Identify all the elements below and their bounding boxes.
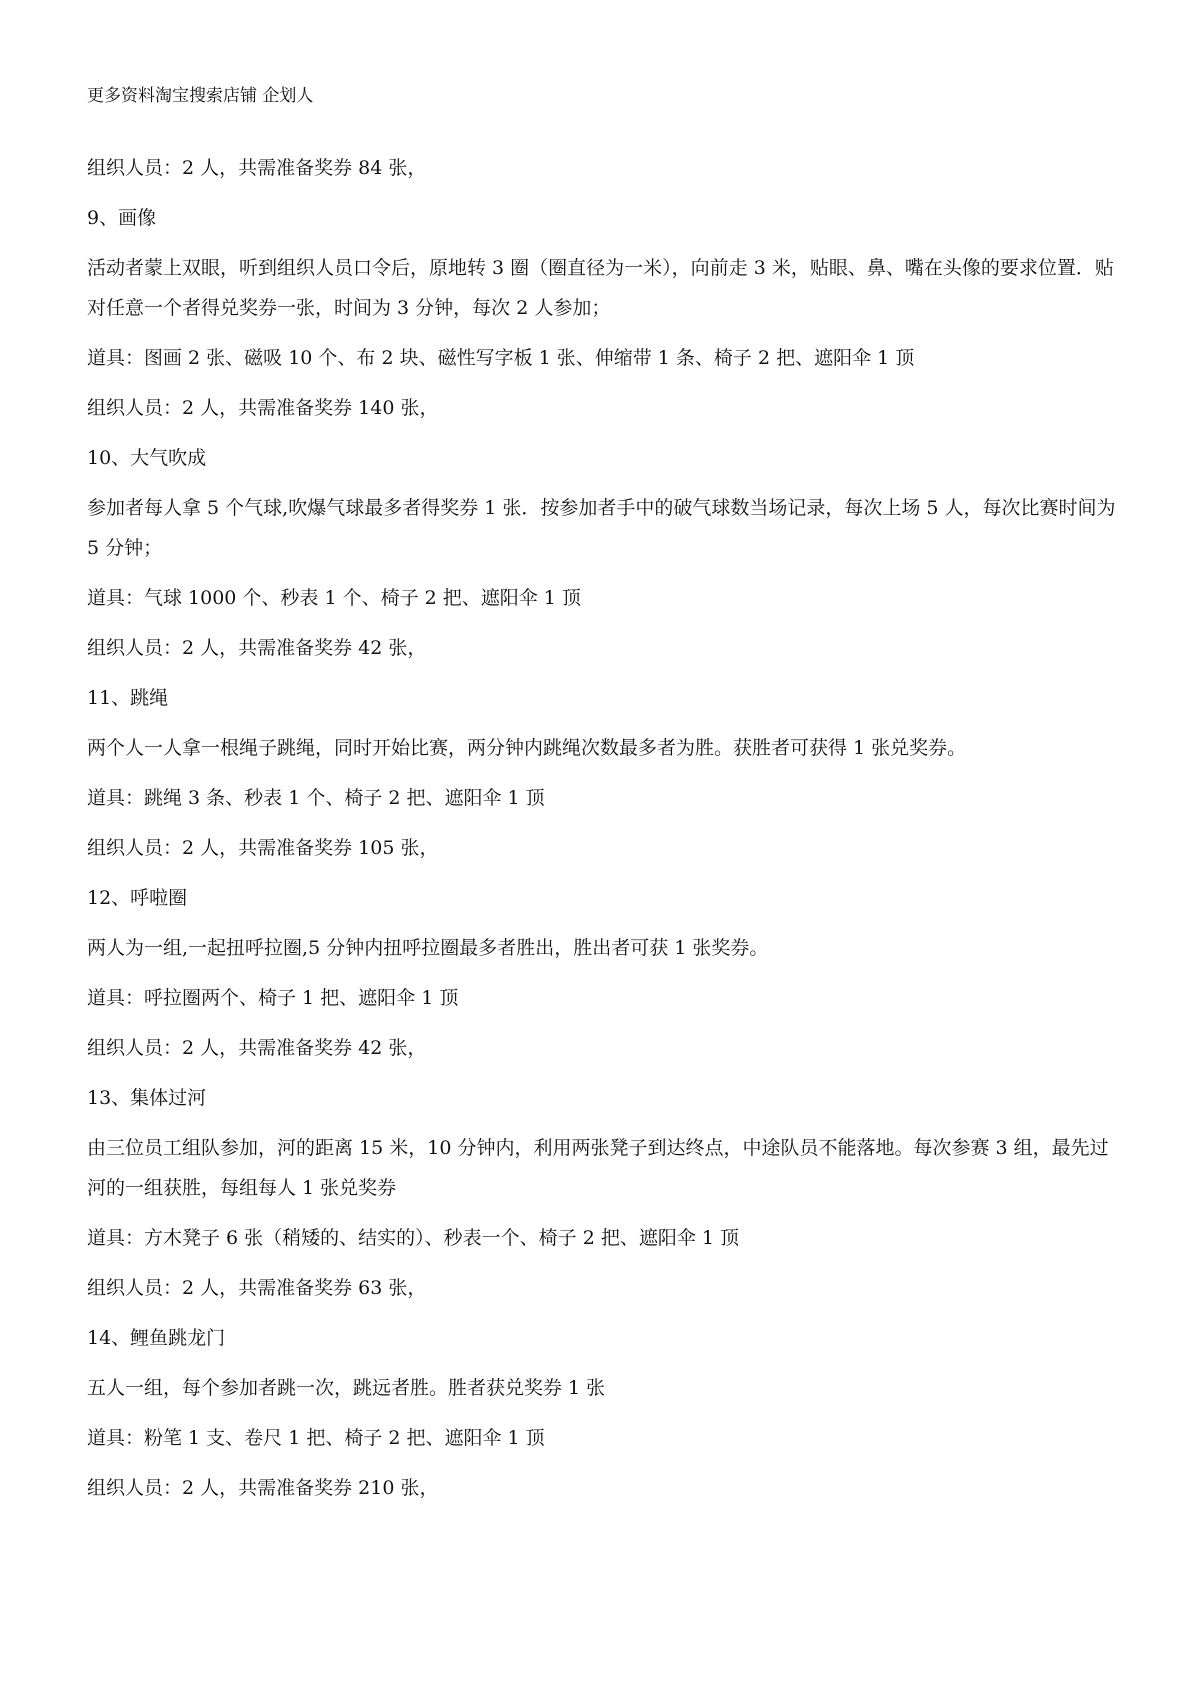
game-13-description: 由三位员工组队参加，河的距离 15 米，10 分钟内，利用两张凳子到达终点，中途队员不能落地。每次参赛 3 组，最先过河的一组获胜，每组每人 1 张兑奖券 <box>87 1137 1109 1199</box>
game-11-organizers: 组织人员：2 人，共需准备奖券 105 张， <box>87 837 439 859</box>
game-10-organizers: 组织人员：2 人，共需准备奖券 42 张， <box>87 637 427 659</box>
page-header: 更多资料淘宝搜索店铺 企划人 <box>87 86 314 106</box>
game-10-description: 参加者每人拿 5 个气球,吹爆气球最多者得奖券 1 张．按参加者手中的破气球数当场记录，每次上场 5 人，每次比赛时间为 5 分钟； <box>87 497 1116 559</box>
game-11-description: 两个人一人拿一根绳子跳绳，同时开始比赛，两分钟内跳绳次数最多者为胜。获胜者可获得 1 张兑奖券。 <box>87 737 967 759</box>
game-9-organizers: 组织人员：2 人，共需准备奖券 140 张， <box>87 397 439 419</box>
game-9-title: 9、画像 <box>87 207 157 229</box>
game-14-title: 14、鲤鱼跳龙门 <box>87 1327 226 1349</box>
game-14-description: 五人一组，每个参加者跳一次，跳远者胜。胜者获兑奖券 1 张 <box>87 1377 606 1399</box>
intro-organizers: 组织人员：2 人，共需准备奖券 84 张， <box>87 157 427 179</box>
game-10-title: 10、大气吹成 <box>87 447 207 469</box>
game-11-title: 11、跳绳 <box>87 687 169 709</box>
game-13-organizers: 组织人员：2 人，共需准备奖券 63 张， <box>87 1277 427 1299</box>
game-12-props: 道具：呼拉圈两个、椅子 1 把、遮阳伞 1 顶 <box>87 987 459 1009</box>
game-9-props: 道具：图画 2 张、磁吸 10 个、布 2 块、磁性写字板 1 张、伸缩带 1 条、椅子 2 把、遮阳伞 1 顶 <box>87 347 915 369</box>
game-14-organizers: 组织人员：2 人，共需准备奖券 210 张， <box>87 1477 439 1499</box>
game-12-title: 12、呼啦圈 <box>87 887 188 909</box>
game-13-title: 13、集体过河 <box>87 1087 207 1109</box>
game-10-props: 道具：气球 1000 个、秒表 1 个、椅子 2 把、遮阳伞 1 顶 <box>87 587 581 609</box>
game-13-props: 道具：方木凳子 6 张（稍矮的、结实的）、秒表一个、椅子 2 把、遮阳伞 1 顶 <box>87 1227 740 1249</box>
game-12-organizers: 组织人员：2 人，共需准备奖券 42 张， <box>87 1037 427 1059</box>
document-body <box>87 148 1117 1518</box>
game-11-props: 道具：跳绳 3 条、秒表 1 个、椅子 2 把、遮阳伞 1 顶 <box>87 787 545 809</box>
game-9-description: 活动者蒙上双眼，听到组织人员口令后，原地转 3 圈（圈直径为一米），向前走 3 米，贴眼、鼻、嘴在头像的要求位置．贴对任意一个者得兑奖券一张，时间为 3 分钟，每次 2 人参加； <box>87 257 1114 319</box>
game-12-description: 两人为一组,一起扭呼拉圈,5 分钟内扭呼拉圈最多者胜出，胜出者可获 1 张奖券。 <box>87 937 769 959</box>
game-14-props: 道具：粉笔 1 支、卷尺 1 把、椅子 2 把、遮阳伞 1 顶 <box>87 1427 545 1449</box>
